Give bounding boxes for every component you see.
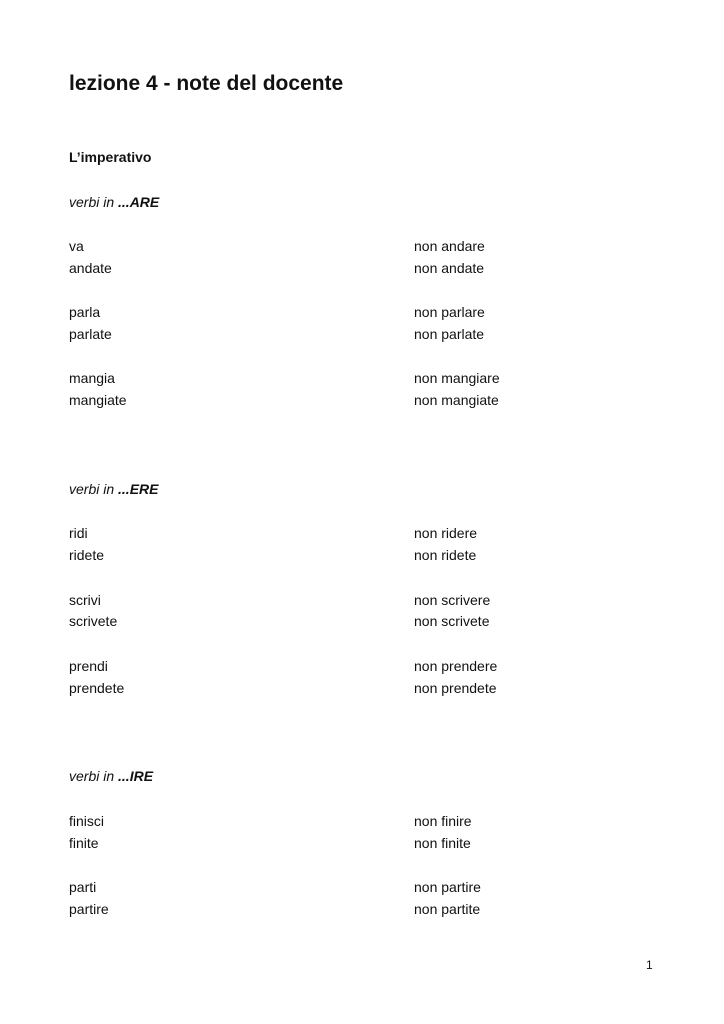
negative-form: non prendete — [414, 680, 497, 696]
affirmative-form: ridete — [69, 547, 105, 563]
verb-pair-row — [69, 878, 669, 898]
affirmative-form: parlate — [69, 326, 112, 342]
section-heading-prefix: verbi in — [69, 768, 119, 784]
verb-pair-row — [69, 591, 669, 611]
negative-form: non prendere — [414, 658, 498, 674]
verb-pair-row — [69, 612, 669, 632]
affirmative-form: prendi — [69, 658, 108, 674]
affirmative-form: finisci — [69, 813, 105, 829]
affirmative-form: scrivete — [69, 613, 118, 629]
verb-pair-row — [69, 812, 669, 832]
negative-form: non scrivete — [414, 613, 490, 629]
negative-form: non mangiare — [414, 370, 500, 386]
negative-form: non ridete — [414, 547, 477, 563]
verb-pair-row — [69, 237, 669, 257]
verb-pair-row — [69, 524, 669, 544]
affirmative-form: va — [69, 238, 84, 254]
affirmative-form: scrivi — [69, 592, 101, 608]
verb-pair-row — [69, 679, 669, 699]
negative-form: non ridere — [414, 525, 478, 541]
verb-pair-row — [69, 546, 669, 566]
affirmative-form: prendete — [69, 680, 125, 696]
section-heading-are — [69, 193, 159, 211]
verb-pair-row — [69, 391, 669, 411]
verb-pair-row — [69, 369, 669, 389]
verb-pair-row — [69, 900, 669, 920]
negative-form: non parlare — [414, 304, 485, 320]
section-heading-ending: ...IRE — [118, 768, 154, 784]
section-heading-prefix: verbi in — [69, 481, 119, 497]
verb-pair-row — [69, 303, 669, 323]
negative-form: non parlate — [414, 326, 485, 342]
affirmative-form: partire — [69, 901, 109, 917]
verb-pair-row — [69, 834, 669, 854]
affirmative-form: mangia — [69, 370, 115, 386]
negative-form: non scrivere — [414, 592, 491, 608]
lesson-subtitle: L’imperativo — [69, 149, 152, 165]
page-number: 1 — [646, 958, 653, 972]
negative-form: non finite — [414, 835, 471, 851]
negative-form: non andare — [414, 238, 485, 254]
verb-pair-row — [69, 259, 669, 279]
affirmative-form: finite — [69, 835, 99, 851]
page-title: lezione 4 - note del docente — [69, 72, 344, 95]
affirmative-form: andate — [69, 260, 112, 276]
verb-pair-row — [69, 325, 669, 345]
affirmative-form: mangiate — [69, 392, 127, 408]
negative-form: non mangiate — [414, 392, 499, 408]
section-heading-ending: ...ERE — [118, 481, 159, 497]
section-heading-ere — [69, 480, 159, 498]
section-heading-ire — [69, 767, 153, 785]
affirmative-form: ridi — [69, 525, 88, 541]
negative-form: non andate — [414, 260, 485, 276]
affirmative-form: parla — [69, 304, 101, 320]
negative-form: non finire — [414, 813, 472, 829]
negative-form: non partire — [414, 879, 481, 895]
verb-pair-row — [69, 657, 669, 677]
negative-form: non partite — [414, 901, 481, 917]
section-heading-prefix: verbi in — [69, 194, 119, 210]
section-heading-ending: ...ARE — [118, 194, 160, 210]
affirmative-form: parti — [69, 879, 97, 895]
